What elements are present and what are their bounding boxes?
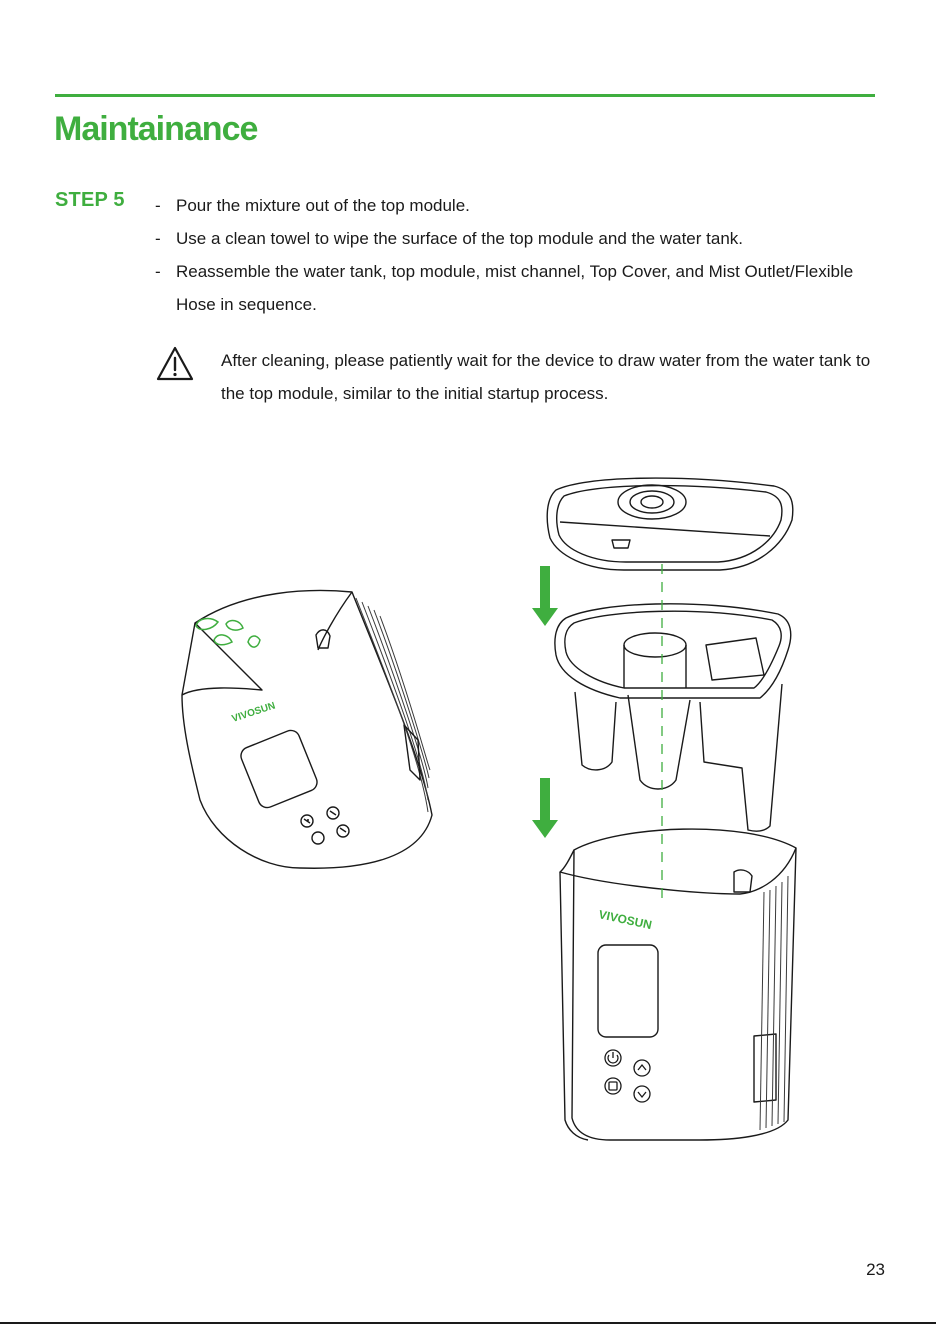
bullet-dash: - [155,229,161,248]
page-title: Maintainance [54,110,258,148]
tilted-tank-buttons [308,820,309,821]
step-text: Pour the mixture out of the top module. [176,196,470,215]
step-item [155,255,875,321]
header-rule [55,94,875,97]
assembly-illustration [0,440,936,1160]
top-cover [547,478,793,570]
arrow-down-icon [532,778,558,838]
step-text: Reassemble the water tank, top module, mist channel, Top Cover, and Mist Outlet/Flexible Hose in sequence. [176,262,854,314]
base-brand-logo: VIVOSUN [597,907,654,933]
step-item [155,222,875,255]
chevron-down-icon [634,1086,650,1102]
warning-text: After cleaning, please patiently wait for the device to draw water from the water tank to the top module, similar to the initial startup process. [221,351,871,403]
tank-ribs [760,876,788,1130]
step-list [155,189,875,321]
chevron-up-icon [634,1060,650,1076]
bullet-dash: - [155,196,161,215]
step-text: Use a clean towel to wipe the surface of the top module and the water tank. [176,229,744,248]
tilted-water-tank [182,590,432,868]
mode-icon [605,1078,621,1094]
page-number: 23 [866,1260,885,1279]
tank-brand-logo: VIVOSUN [230,700,277,725]
step-item [155,189,875,222]
power-icon [605,1050,621,1066]
top-module [555,604,791,831]
water-tank-base [560,829,796,1140]
step-label: STEP 5 [55,189,125,211]
arrow-down-icon [532,566,558,626]
warning-triangle-icon [155,344,195,384]
bullet-dash: - [155,262,161,281]
